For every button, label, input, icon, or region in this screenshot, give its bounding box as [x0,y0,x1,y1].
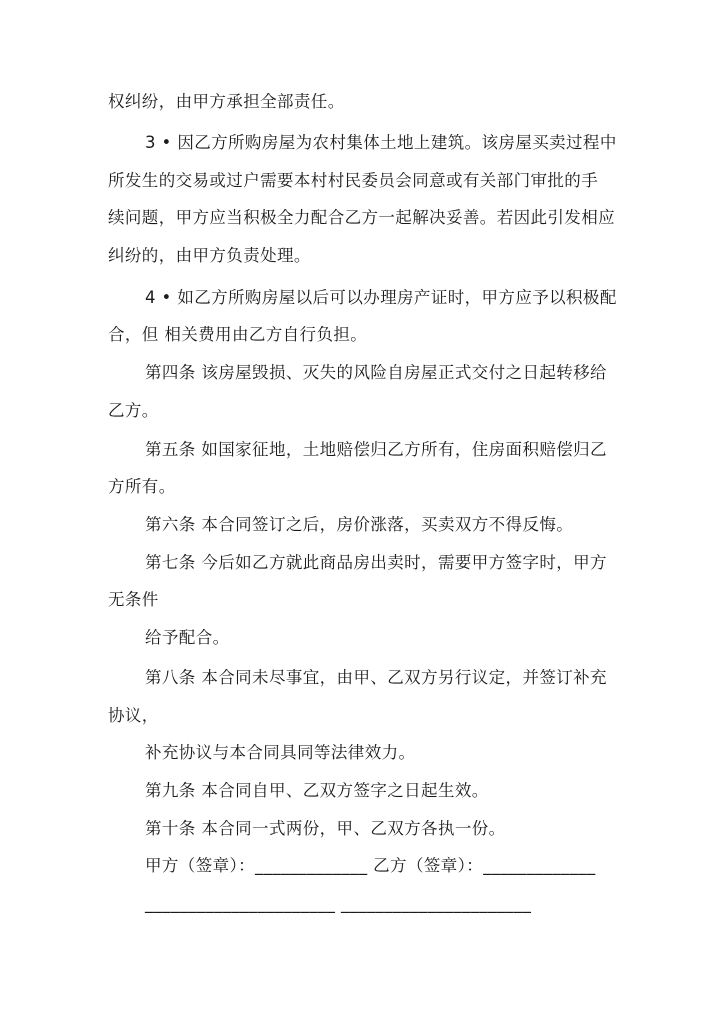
article-eight: 第八条 本合同未尽事宜，由甲、乙双方另行议定，并签订补充 [145,668,607,687]
article-nine: 第九条 本合同自甲、乙双方签字之日起生效。 [145,781,489,800]
text-line: 合，但 相关费用由乙方自行负担。 [108,325,368,344]
text-line: 3 • 因乙方所购房屋为农村集体土地上建筑。该房屋买卖过程中 [145,133,617,152]
signature-line: 甲方（签章）：_____________ 乙方（签章）：_____________ [145,856,596,875]
article-ten: 第十条 本合同一式两份，甲、乙双方各执一份。 [145,819,506,838]
text-line: 4 • 如乙方所购房屋以后可以办理房产证时，甲方应予以积极配 [145,288,617,307]
article-seven: 第七条 今后如乙方就此商品房出卖时，需要甲方签字时，甲方 [145,553,607,572]
text-line: 纠纷的，由甲方负责处理。 [108,246,311,265]
text-line: 给予配合。 [145,628,230,647]
article-five: 第五条 如国家征地，土地赔偿归乙方所有，住房面积赔偿归乙 [145,440,607,459]
article-six: 第六条 本合同签订之后，房价涨落，买卖双方不得反悔。 [145,515,574,534]
text-line: 方所有。 [108,477,176,496]
text-line: 乙方。 [108,401,159,420]
text-line: 所发生的交易或过户需要本村村民委员会同意或有关部门审批的手 [108,171,599,190]
text-line: 无条件 [108,590,159,609]
text-line: 续问题，甲方应当积极全力配合乙方一起解决妥善。若因此引发相应 [108,208,615,227]
text-line: 协议， [108,706,159,725]
text-line: 权纠纷，由甲方承担全部责任。 [108,92,345,111]
text-line: 补充协议与本合同具同等法律效力。 [145,743,416,762]
article-four: 第四条 该房屋毁损、灭失的风险自房屋正式交付之日起转移给 [145,363,607,382]
signature-underline: ______________________ ______________________ [145,894,532,913]
